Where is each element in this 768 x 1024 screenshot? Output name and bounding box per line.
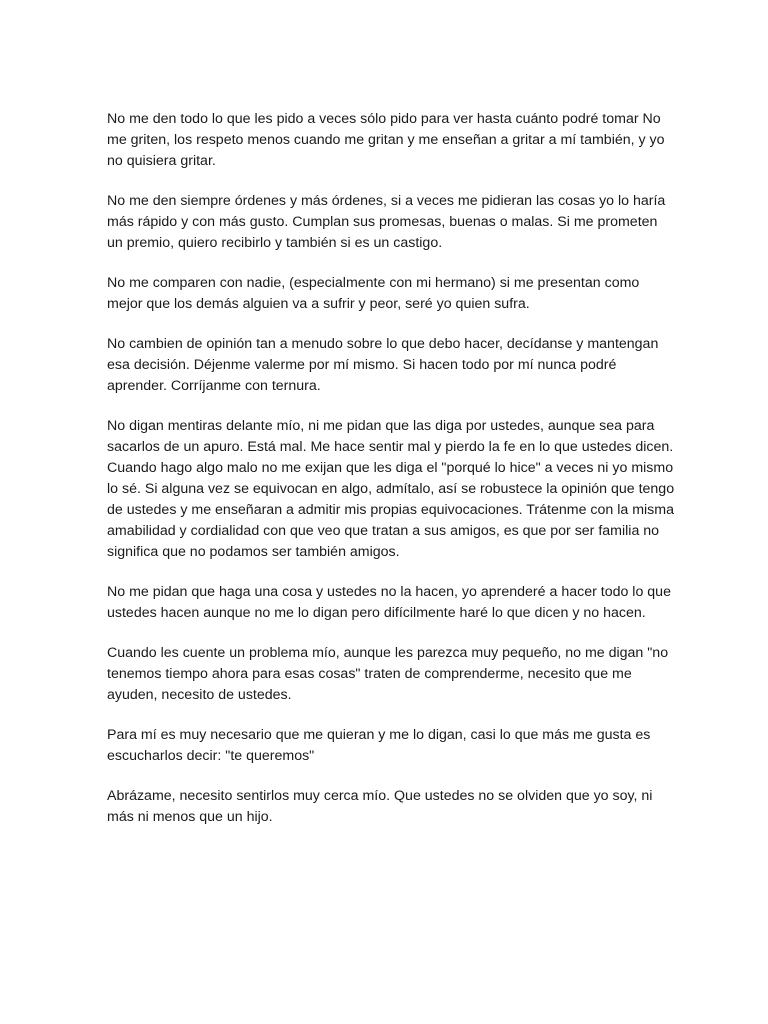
paragraph-9 bbox=[107, 786, 663, 828]
paragraph-4 bbox=[107, 334, 663, 397]
text-line: No me comparen con nadie, (especialmente con mi hermano) si me presentan como bbox=[107, 275, 640, 291]
text-line: tenemos tiempo ahora para esas cosas" traten de comprenderme, necesito que me bbox=[107, 666, 632, 682]
paragraph-1 bbox=[107, 109, 663, 172]
text-line: mejor que los demás alguien va a sufrir y peor, seré yo quien sufra. bbox=[107, 296, 530, 312]
text-line: no quisiera gritar. bbox=[107, 153, 216, 169]
text-line: ayuden, necesito de ustedes. bbox=[107, 687, 292, 703]
text-line: Cuando les cuente un problema mío, aunque les parezca muy pequeño, no me digan "no bbox=[107, 645, 669, 661]
text-line: lo sé. Si alguna vez se equivocan en algo, admítalo, así se robustece la opinión que tengo bbox=[107, 481, 675, 497]
text-line: Para mí es muy necesario que me quieran y me lo digan, casi lo que más me gusta es bbox=[107, 727, 651, 743]
paragraph-7 bbox=[107, 643, 669, 706]
text-line: aprender. Corríjanme con ternura. bbox=[107, 378, 321, 394]
document-body bbox=[107, 109, 675, 847]
text-line: esa decisión. Déjenme valerme por mí mismo. Si hacen todo por mí nunca podré bbox=[107, 357, 617, 373]
text-line: No me den todo lo que les pido a veces sólo pido para ver hasta cuánto podré tomar No bbox=[107, 111, 661, 127]
paragraph-5 bbox=[107, 416, 675, 563]
text-line: más ni menos que un hijo. bbox=[107, 809, 273, 825]
text-line: significa que no podamos ser también amigos. bbox=[107, 544, 400, 560]
text-line: ustedes hacen aunque no me lo digan pero difícilmente haré lo que dicen y no hacen. bbox=[107, 605, 646, 621]
text-line: más rápido y con más gusto. Cumplan sus promesas, buenas o malas. Si me prometen bbox=[107, 214, 658, 230]
text-line: No me pidan que haga una cosa y ustedes no la hacen, yo aprenderé a hacer todo lo que bbox=[107, 584, 671, 600]
paragraph-2 bbox=[107, 191, 666, 254]
text-line: un premio, quiero recibirlo y también si es un castigo. bbox=[107, 235, 443, 251]
paragraph-6 bbox=[107, 582, 671, 624]
paragraph-8 bbox=[107, 725, 663, 767]
text-line: escucharlos decir: "te queremos" bbox=[107, 748, 315, 764]
text-line: Abrázame, necesito sentirlos muy cerca mío. Que ustedes no se olviden que yo soy, ni bbox=[107, 788, 653, 804]
text-line: amabilidad y cordialidad con que veo que tratan a sus amigos, es que por ser familia no bbox=[107, 523, 660, 539]
text-line: No cambien de opinión tan a menudo sobre lo que debo hacer, decídanse y mantengan bbox=[107, 336, 659, 352]
text-line: sacarlos de un apuro. Está mal. Me hace sentir mal y pierdo la fe en lo que ustedes dicen. bbox=[107, 439, 674, 455]
text-line: No digan mentiras delante mío, ni me pidan que las diga por ustedes, aunque sea para bbox=[107, 418, 655, 434]
paragraph-3 bbox=[107, 273, 663, 315]
text-line: Cuando hago algo malo no me exijan que les diga el "porqué lo hice" a veces ni yo mismo bbox=[107, 460, 674, 476]
text-line: No me den siempre órdenes y más órdenes, si a veces me pidieran las cosas yo lo haría bbox=[107, 193, 666, 209]
text-line: me griten, los respeto menos cuando me gritan y me enseñan a gritar a mí también, y yo bbox=[107, 132, 665, 148]
text-line: de ustedes y me enseñaran a admitir mis propias equivocaciones. Trátenme con la misma bbox=[107, 502, 674, 518]
